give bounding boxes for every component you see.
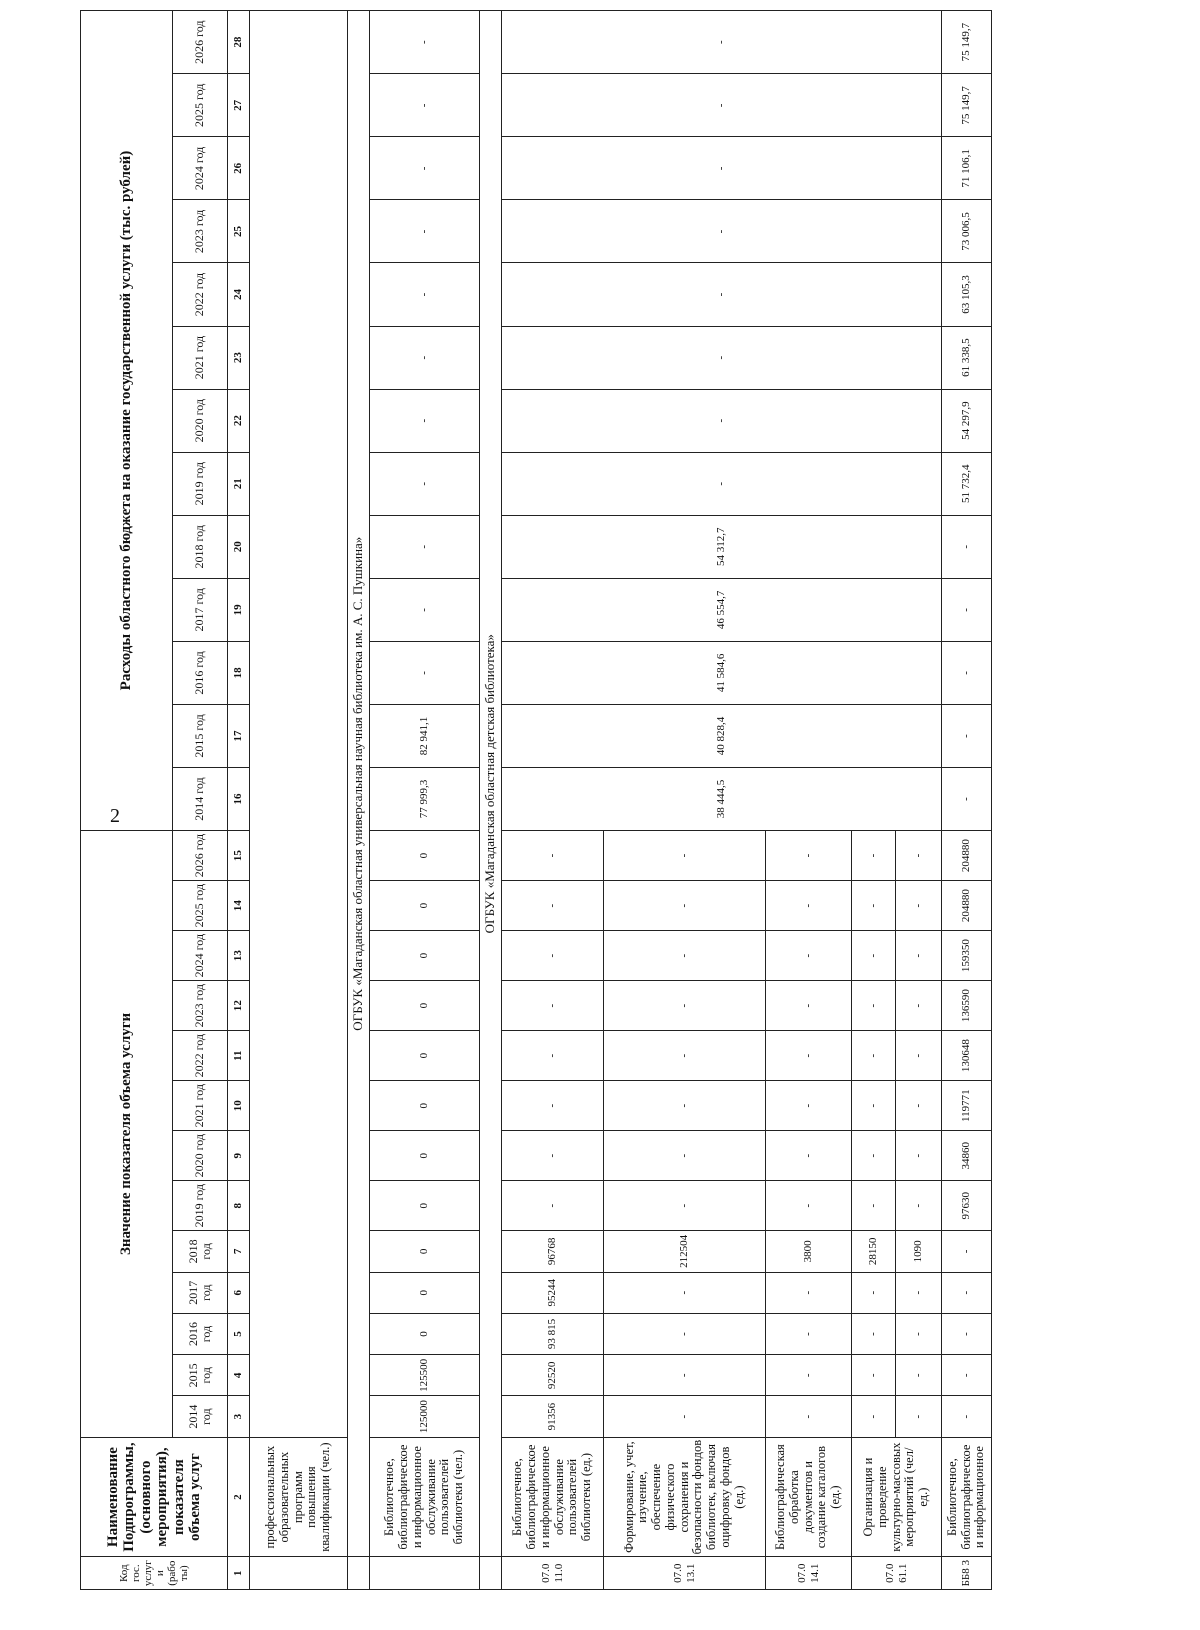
value-cell: - <box>852 931 896 981</box>
value-cell: - <box>896 1272 942 1313</box>
value-cell: - <box>852 1131 896 1181</box>
value-cell: - <box>766 1131 852 1181</box>
value-cell: - <box>852 881 896 931</box>
row-code: 07.0 11.0 <box>502 1557 604 1590</box>
value-cell: - <box>604 1313 766 1354</box>
value-cell: 96768 <box>502 1231 604 1272</box>
value-cell: - <box>766 1031 852 1081</box>
row-name: Организация и проведение культурно-массовых мероприятий (чел/ед.) <box>852 1437 942 1557</box>
value-cell: 75 149,7 <box>942 74 992 137</box>
value-cell: - <box>852 1355 896 1396</box>
value-cell: 0 <box>370 1313 480 1354</box>
year-header: 2018 год <box>173 1231 228 1272</box>
value-cell: 1090 <box>896 1231 942 1272</box>
column-number: 17 <box>228 704 250 767</box>
rotated-table-container <box>80 10 1200 1590</box>
value-cell: - <box>604 981 766 1031</box>
year-header: 2017 год <box>173 1272 228 1313</box>
column-number: 19 <box>228 578 250 641</box>
value-cell: 119771 <box>942 1081 992 1131</box>
value-cell: 93 815 <box>502 1313 604 1354</box>
value-cell: - <box>604 1081 766 1131</box>
year-header: 2021 год <box>173 326 228 389</box>
column-number: 24 <box>228 263 250 326</box>
row-code <box>370 1557 480 1590</box>
table-row <box>370 11 480 1590</box>
value-cell: 204880 <box>942 831 992 881</box>
year-header: 2025 год <box>173 74 228 137</box>
value-cell: - <box>896 931 942 981</box>
value-cell: - <box>766 831 852 881</box>
value-cell: - <box>896 1355 942 1396</box>
value-cell: - <box>370 326 480 389</box>
column-number: 5 <box>228 1313 250 1354</box>
value-cell: 0 <box>370 981 480 1031</box>
value-cell: 46 554,7 <box>502 578 942 641</box>
value-cell: - <box>896 881 942 931</box>
year-header: 2015 год <box>173 704 228 767</box>
value-cell: 40 828,4 <box>502 704 942 767</box>
row-name: Библиотечное, библиографическое и информационное обслуживание пользователей библиотеки (чел.) <box>370 1437 480 1557</box>
value-cell: - <box>852 981 896 1031</box>
empty-cells <box>250 11 348 1438</box>
value-cell: 77 999,3 <box>370 768 480 831</box>
value-cell: - <box>604 931 766 981</box>
column-number: 3 <box>228 1396 250 1437</box>
value-cell: - <box>896 831 942 881</box>
value-cell: 212504 <box>604 1231 766 1272</box>
value-cell: - <box>502 389 942 452</box>
column-number: 2 <box>228 1437 250 1557</box>
column-number: 7 <box>228 1231 250 1272</box>
value-cell: 0 <box>370 831 480 881</box>
value-cell: - <box>942 1396 992 1437</box>
value-cell: - <box>502 1131 604 1181</box>
value-cell: - <box>502 981 604 1031</box>
value-cell: 0 <box>370 931 480 981</box>
value-cell: 75 149,7 <box>942 11 992 74</box>
year-header: 2022 год <box>173 263 228 326</box>
column-number: 1 <box>228 1557 250 1590</box>
value-cell: 51 732,4 <box>942 452 992 515</box>
value-cell: - <box>604 1272 766 1313</box>
value-cell: - <box>896 981 942 1031</box>
value-cell: - <box>370 263 480 326</box>
year-header: 2023 год <box>173 200 228 263</box>
value-cell: 91356 <box>502 1396 604 1437</box>
value-cell: - <box>502 200 942 263</box>
year-header: 2019 год <box>173 1181 228 1231</box>
value-cell: - <box>370 137 480 200</box>
column-number: 18 <box>228 641 250 704</box>
value-cell: - <box>370 74 480 137</box>
value-cell: - <box>604 1031 766 1081</box>
column-number: 4 <box>228 1355 250 1396</box>
value-cell: - <box>502 452 942 515</box>
column-number: 16 <box>228 768 250 831</box>
year-header: 2014 год <box>173 1396 228 1437</box>
value-cell: - <box>502 263 942 326</box>
year-header: 2021 год <box>173 1081 228 1131</box>
value-cell: - <box>502 831 604 881</box>
value-cell: 63 105,3 <box>942 263 992 326</box>
value-cell: - <box>896 1181 942 1231</box>
value-cell: - <box>766 931 852 981</box>
row-name: Библиографическая обработка документов и создание каталогов (ед.) <box>766 1437 852 1557</box>
value-cell: 0 <box>370 1181 480 1231</box>
value-cell: - <box>766 1396 852 1437</box>
value-cell: - <box>942 768 992 831</box>
value-cell: - <box>896 1081 942 1131</box>
year-header: 2026 год <box>173 11 228 74</box>
value-cell: - <box>766 1272 852 1313</box>
column-number: 27 <box>228 74 250 137</box>
value-cell: - <box>896 1131 942 1181</box>
column-number: 11 <box>228 1031 250 1081</box>
value-cell: 28150 <box>852 1231 896 1272</box>
value-cell: - <box>604 1131 766 1181</box>
value-cell: 73 006,5 <box>942 200 992 263</box>
row-name: Библиотечное, библиографическое и информационное обслуживание пользователей библиотеки (ед.) <box>502 1437 604 1557</box>
column-number: 22 <box>228 389 250 452</box>
value-cell: 61 338,5 <box>942 326 992 389</box>
value-cell: - <box>942 1313 992 1354</box>
column-number: 10 <box>228 1081 250 1131</box>
value-cell: - <box>604 1181 766 1231</box>
value-cell: - <box>942 641 992 704</box>
year-header: 2020 год <box>173 389 228 452</box>
value-cell: - <box>502 137 942 200</box>
value-cell: - <box>766 881 852 931</box>
value-cell: - <box>502 931 604 981</box>
year-header: 2017 год <box>173 578 228 641</box>
column-number: 13 <box>228 931 250 981</box>
year-header: 2022 год <box>173 1031 228 1081</box>
value-cell: - <box>502 326 942 389</box>
value-cell: 0 <box>370 1031 480 1081</box>
value-cell: - <box>942 1272 992 1313</box>
value-cell: - <box>896 1396 942 1437</box>
value-cell: - <box>604 831 766 881</box>
column-number: 20 <box>228 515 250 578</box>
value-cell: - <box>502 1081 604 1131</box>
table-row <box>502 11 604 1590</box>
value-cell: 136590 <box>942 981 992 1031</box>
value-cell: - <box>370 389 480 452</box>
year-header: 2024 год <box>173 137 228 200</box>
value-cell: - <box>370 515 480 578</box>
row-code: ББ8 3 <box>942 1557 992 1590</box>
row-code: 07.0 14.1 <box>766 1557 852 1590</box>
value-cell: - <box>370 200 480 263</box>
value-cell: 95244 <box>502 1272 604 1313</box>
value-cell: 0 <box>370 881 480 931</box>
value-cell: - <box>852 1272 896 1313</box>
org-heading: ОГБУК «Магаданская областная универсальная научная библиотека им. А. С. Пушкина» <box>348 11 370 1557</box>
value-cell: - <box>766 1081 852 1131</box>
value-cell: 125000 <box>370 1396 480 1437</box>
value-cell: - <box>502 74 942 137</box>
value-cell: - <box>942 1355 992 1396</box>
column-number: 8 <box>228 1181 250 1231</box>
value-cell: - <box>502 1031 604 1081</box>
value-cell: - <box>942 578 992 641</box>
column-number-row <box>228 11 250 1590</box>
value-cell: - <box>852 1031 896 1081</box>
value-cell: - <box>852 1181 896 1231</box>
value-cell: - <box>370 641 480 704</box>
year-header: 2019 год <box>173 452 228 515</box>
value-cell: - <box>942 704 992 767</box>
value-cell: 125500 <box>370 1355 480 1396</box>
value-cell: - <box>852 831 896 881</box>
column-number: 21 <box>228 452 250 515</box>
column-number: 26 <box>228 137 250 200</box>
header-code: Код гос. услуги (работы) <box>81 1557 228 1590</box>
value-cell: 38 444,5 <box>502 768 942 831</box>
value-cell: 71 106,1 <box>942 137 992 200</box>
value-cell: 82 941,1 <box>370 704 480 767</box>
services-table <box>80 10 992 1590</box>
value-cell: - <box>370 452 480 515</box>
year-header: 2026 год <box>173 831 228 881</box>
header-volume-group: Значение показателя объема услуги <box>81 831 173 1438</box>
value-cell: - <box>370 11 480 74</box>
value-cell: - <box>852 1396 896 1437</box>
year-header: 2023 год <box>173 981 228 1031</box>
page-number: 2 <box>110 805 120 827</box>
value-cell: - <box>502 11 942 74</box>
value-cell: - <box>370 578 480 641</box>
value-cell: 41 584,6 <box>502 641 942 704</box>
value-cell: 204880 <box>942 881 992 931</box>
year-header-row <box>173 11 228 1590</box>
year-header: 2018 год <box>173 515 228 578</box>
value-cell: 0 <box>370 1231 480 1272</box>
value-cell: 0 <box>370 1081 480 1131</box>
value-cell: - <box>766 1355 852 1396</box>
row-code: 07.0 61.1 <box>852 1557 942 1590</box>
value-cell: - <box>604 881 766 931</box>
year-header: 2025 год <box>173 881 228 931</box>
year-header: 2016 год <box>173 641 228 704</box>
table-row <box>250 11 348 1590</box>
column-number: 15 <box>228 831 250 881</box>
year-header: 2024 год <box>173 931 228 981</box>
row-name: профессиональных образовательных программ повышения квалификации (чел.) <box>250 1437 348 1557</box>
value-cell: 159350 <box>942 931 992 981</box>
column-number: 9 <box>228 1131 250 1181</box>
org-spacer <box>348 1557 370 1590</box>
value-cell: 3800 <box>766 1231 852 1272</box>
row-code <box>250 1557 348 1590</box>
column-number: 28 <box>228 11 250 74</box>
column-number: 12 <box>228 981 250 1031</box>
row-code: 07.0 13.1 <box>604 1557 766 1590</box>
column-number: 23 <box>228 326 250 389</box>
value-cell: - <box>766 1313 852 1354</box>
row-name: Формирование, учет, изучение, обеспечение физического сохранения и безопасности фондов библиотек, включая оцифровку фондов (ед.) <box>604 1437 766 1557</box>
value-cell: - <box>896 1313 942 1354</box>
year-header: 2014 год <box>173 768 228 831</box>
value-cell: 54 312,7 <box>502 515 942 578</box>
value-cell: 92520 <box>502 1355 604 1396</box>
year-header: 2015 год <box>173 1355 228 1396</box>
value-cell: - <box>852 1081 896 1131</box>
value-cell: 54 297,9 <box>942 389 992 452</box>
value-cell: - <box>942 1231 992 1272</box>
row-name: Библиотечное, библиографическое и информационное <box>942 1437 992 1557</box>
column-number: 25 <box>228 200 250 263</box>
value-cell: - <box>942 515 992 578</box>
value-cell: - <box>896 1031 942 1081</box>
value-cell: - <box>852 1313 896 1354</box>
org-heading: ОГБУК «Магаданская областная детская библиотека» <box>480 11 502 1557</box>
value-cell: - <box>502 881 604 931</box>
value-cell: 34860 <box>942 1131 992 1181</box>
year-header: 2020 год <box>173 1131 228 1181</box>
value-cell: 0 <box>370 1272 480 1313</box>
value-cell: 0 <box>370 1131 480 1181</box>
year-header: 2016 год <box>173 1313 228 1354</box>
value-cell: - <box>766 981 852 1031</box>
value-cell: - <box>766 1181 852 1231</box>
table-row <box>942 11 992 1590</box>
value-cell: 97630 <box>942 1181 992 1231</box>
org-spacer <box>480 1557 502 1590</box>
header-name: Наименование Подпрограммы, (основного мероприятия), показателя объема услуг <box>81 1437 228 1557</box>
column-number: 6 <box>228 1272 250 1313</box>
column-number: 14 <box>228 881 250 931</box>
value-cell: - <box>604 1355 766 1396</box>
value-cell: - <box>502 1181 604 1231</box>
header-expense-group: Расходы областного бюджета на оказание государственной услуги (тыс. рублей) <box>81 11 173 831</box>
value-cell: 130648 <box>942 1031 992 1081</box>
value-cell: - <box>604 1396 766 1437</box>
